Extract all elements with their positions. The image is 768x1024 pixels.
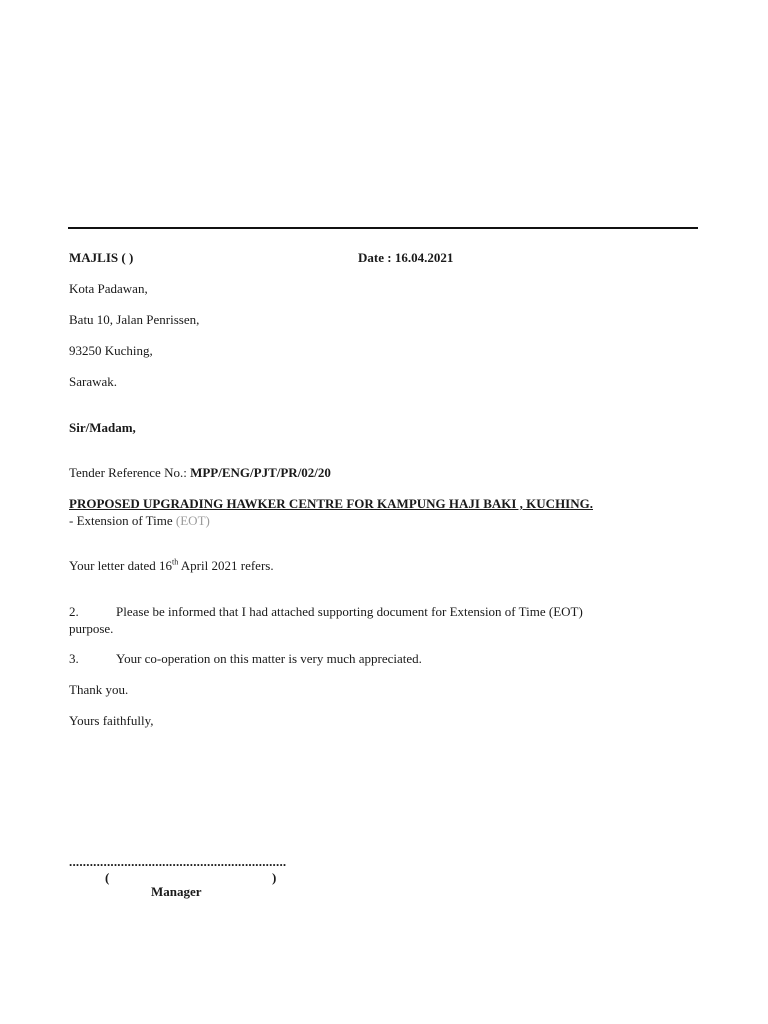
address-line-3: 93250 Kuching, bbox=[69, 343, 153, 358]
salutation: Sir/Madam, bbox=[69, 420, 136, 435]
address-line-4: Sarawak. bbox=[69, 374, 118, 389]
signature-paren-open: ( bbox=[105, 870, 110, 885]
address-line-1: Kota Padawan, bbox=[69, 281, 148, 296]
signature-line: ............................................................... bbox=[69, 854, 287, 869]
ref-line-sup: th bbox=[172, 557, 179, 567]
signature-paren-close: ) bbox=[272, 870, 277, 885]
para2-line-2: purpose. bbox=[69, 621, 114, 636]
signatory-title: Manager bbox=[151, 884, 202, 899]
closing: Yours faithfully, bbox=[69, 713, 154, 728]
reference-line bbox=[69, 559, 274, 572]
top-divider bbox=[68, 227, 698, 229]
para3-text: Your co-operation on this matter is very much appreciated. bbox=[116, 651, 422, 666]
para2-number: 2. bbox=[69, 604, 79, 619]
subtitle-text: - Extension of Time bbox=[69, 513, 173, 528]
subtitle-abbr: (EOT) bbox=[175, 513, 210, 528]
subject-heading: PROPOSED UPGRADING HAWKER CENTRE FOR KAMPUNG HAJI BAKI , KUCHING. bbox=[69, 496, 593, 511]
council-name: MAJLIS ( ) bbox=[69, 250, 134, 265]
para3-number: 3. bbox=[69, 651, 79, 666]
address-line-2: Batu 10, Jalan Penrissen, bbox=[69, 312, 200, 327]
subject-subtitle bbox=[69, 514, 210, 527]
para2-line-1: Please be informed that I had attached supporting document for Extension of Time (EOT) bbox=[116, 604, 583, 619]
ref-line-start: Your letter dated 16 bbox=[69, 558, 173, 573]
tender-label: Tender Reference No.: bbox=[69, 465, 187, 480]
thank-you: Thank you. bbox=[69, 682, 129, 697]
ref-line-end: April 2021 refers. bbox=[178, 558, 274, 573]
letter-date: Date : 16.04.2021 bbox=[358, 250, 454, 265]
tender-reference bbox=[69, 466, 331, 479]
tender-ref-number: MPP/ENG/PJT/PR/02/20 bbox=[190, 465, 331, 480]
